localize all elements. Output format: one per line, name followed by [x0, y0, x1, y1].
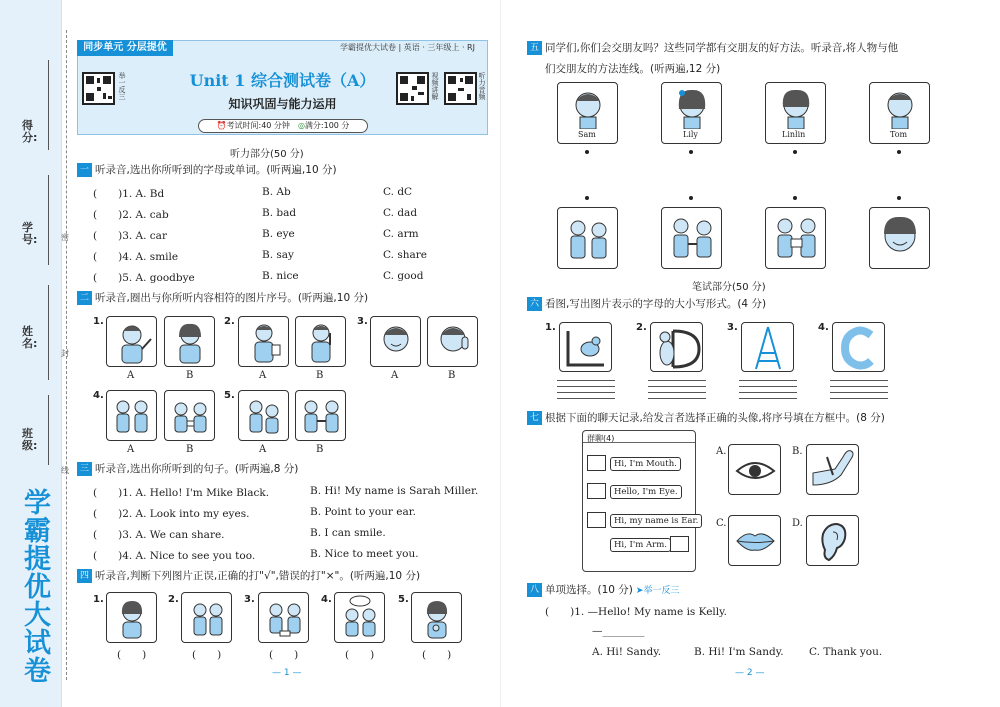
question-number: 4. — [93, 390, 104, 401]
answer-paren[interactable]: ( ) — [117, 649, 147, 661]
q1-5-option-c: C. good — [383, 270, 424, 282]
picture-pointing-ear[interactable] — [181, 592, 232, 643]
avatar-answer-box[interactable] — [587, 455, 606, 471]
q1-1-option-b: B. Ab — [262, 186, 291, 198]
option-b-label: B — [448, 370, 456, 381]
answer-paren[interactable]: ( ) — [345, 649, 375, 661]
q3-1-option-b: B. Hi! My name is Sarah Miller. — [310, 485, 479, 497]
option-b-label: B — [316, 370, 324, 381]
section-number: 八 — [527, 583, 542, 597]
q8-1-question[interactable]: ( )1. —Hello! My name is Kelly. — [545, 606, 728, 618]
qr-code-audio[interactable] — [444, 72, 477, 105]
class-line — [48, 395, 49, 465]
option-label: B. — [792, 446, 803, 457]
section-7-instruction: 根据下面的聊天记录,给发言者选择正确的头像,将序号填在方框中。(8 分) — [545, 412, 885, 424]
q8-1-blank[interactable]: —________ — [592, 625, 645, 637]
writing-line[interactable] — [830, 398, 888, 399]
chat-title: 群聊(4) — [583, 431, 695, 443]
exam-time-score: ⏰考试时间:40 分钟 ◎满分:100 分 — [198, 119, 368, 133]
page-number-1: — 1 — — [272, 668, 302, 678]
picture-boy-pointing-ear[interactable] — [295, 316, 346, 367]
section-5-instruction: 同学们,你们会交朋友吗？这些同学都有交朋友的好方法。听录音,将人物与他 — [545, 42, 899, 54]
option-a-label: A — [127, 444, 135, 455]
question-number: 2. — [224, 316, 235, 327]
writing-line[interactable] — [648, 392, 706, 393]
match-dot[interactable] — [585, 196, 589, 200]
q3-1-question[interactable]: ( )1. A. Hello! I'm Mike Black. — [93, 487, 270, 499]
seal-mark: 线 — [61, 466, 69, 475]
question-number: 3. — [244, 594, 255, 605]
section-number: 五 — [527, 41, 542, 55]
qr-label: 视频讲解 — [431, 72, 439, 100]
picture-letter-c[interactable] — [832, 322, 885, 372]
writing-line[interactable] — [739, 380, 797, 381]
writing-line[interactable] — [557, 398, 615, 399]
picture-method-smiling[interactable] — [869, 207, 930, 269]
picture-girl-smiling[interactable] — [106, 592, 157, 643]
exam-subtitle: 知识巩固与能力运用 — [228, 97, 337, 111]
question-number: 5. — [224, 390, 235, 401]
avatar-answer-box[interactable] — [587, 512, 606, 528]
q3-2-question[interactable]: ( )2. A. Look into my eyes. — [93, 508, 250, 520]
section-5-instruction-2: 们交朋友的方法连线。(听两遍,12 分) — [545, 63, 721, 75]
option-a-label: A — [127, 370, 135, 381]
question-number: 4. — [321, 594, 332, 605]
question-number: 4. — [818, 322, 829, 333]
writing-line[interactable] — [557, 392, 615, 393]
student-number-line — [48, 175, 49, 265]
q1-3-option-b: B. eye — [262, 228, 295, 240]
student-number-label: 学号: — [22, 221, 38, 246]
listening-title: 听力部分(50 分) — [230, 149, 304, 160]
answer-paren[interactable]: ( ) — [192, 649, 222, 661]
chat-message: Hi, I'm Mouth. — [610, 457, 681, 471]
picture-two-kids-greeting[interactable] — [106, 390, 157, 441]
writing-line[interactable] — [830, 380, 888, 381]
match-dot[interactable] — [897, 150, 901, 154]
name-label: Tom — [890, 130, 908, 139]
section-7-heading — [527, 411, 885, 425]
picture-method-sharing[interactable] — [765, 207, 826, 269]
q3-3-option-b: B. I can smile. — [310, 527, 386, 539]
qr-code-practice[interactable] — [82, 72, 115, 105]
page-fold — [500, 0, 501, 707]
q1-5-option-b: B. nice — [262, 270, 299, 282]
option-b-label: B — [186, 444, 194, 455]
option-label: C. — [716, 518, 727, 529]
section-2-instruction: 听录音,圈出与你所听内容相符的图片序号。(听两遍,10 分) — [95, 292, 369, 304]
picture-two-kids-sharing[interactable] — [164, 390, 215, 441]
section-number: 四 — [77, 569, 92, 583]
question-number: 2. — [168, 594, 179, 605]
seal-mark: 密 — [61, 233, 69, 242]
unit-tag: 同步单元 分层提优 — [77, 40, 173, 56]
picture-arm[interactable] — [806, 444, 859, 495]
picture-letter-dinosaur-d[interactable] — [650, 322, 703, 372]
section-5-heading — [527, 41, 898, 55]
question-number: 3. — [357, 316, 368, 327]
picture-girl-hand-on-chest[interactable] — [411, 592, 462, 643]
section-3-instruction: 听录音,选出你所听到的句子。(听两遍,8 分) — [95, 463, 299, 475]
series-label: 学霸提优大试卷 | 英语 · 三年级上 · RJ — [340, 43, 475, 52]
question-number: 1. — [93, 594, 104, 605]
section-4-heading — [77, 569, 420, 583]
option-b-label: B — [186, 370, 194, 381]
writing-line[interactable] — [830, 386, 888, 387]
writing-line[interactable] — [739, 398, 797, 399]
writing-line[interactable] — [557, 386, 615, 387]
q1-4-question[interactable]: ( )4. A. smile — [93, 251, 179, 263]
section-number: 一 — [77, 163, 92, 177]
name-label: Lily — [683, 130, 698, 139]
q8-1-option-a: A. Hi! Sandy. — [592, 646, 662, 658]
picture-girl-waving[interactable] — [164, 316, 215, 367]
name-label: Sam — [578, 130, 596, 139]
q3-4-question[interactable]: ( )4. A. Nice to see you too. — [93, 550, 256, 562]
option-a-label: A — [391, 370, 399, 381]
picture-letter-tower-a[interactable] — [741, 322, 794, 372]
option-a-label: A — [259, 370, 267, 381]
option-label: D. — [792, 518, 803, 529]
q8-1-option-b: B. Hi! I'm Sandy. — [694, 646, 784, 658]
option-b-label: B — [316, 444, 324, 455]
section-4-instruction: 听录音,判断下列图片正误,正确的打"√",错误的打"×"。(听两遍,10 分) — [95, 570, 421, 582]
picture-boy-touching-face[interactable] — [427, 316, 478, 367]
match-dot[interactable] — [689, 150, 693, 154]
option-a-label: A — [259, 444, 267, 455]
section-8-heading — [527, 583, 679, 598]
q3-2-option-b: B. Point to your ear. — [310, 506, 416, 518]
q1-4-option-b: B. say — [262, 249, 294, 261]
picture-boy-waving[interactable] — [106, 316, 157, 367]
exam-time: 考试时间:40 分钟 — [226, 121, 290, 130]
q1-2-option-b: B. bad — [262, 207, 297, 219]
writing-line[interactable] — [648, 398, 706, 399]
picture-kids-talking[interactable] — [334, 592, 385, 643]
q1-3-question[interactable]: ( )3. A. car — [93, 230, 167, 242]
q1-4-option-c: C. share — [383, 249, 427, 261]
written-title: 笔试部分(50 分) — [692, 282, 766, 293]
picture-method-greeting[interactable] — [557, 207, 618, 269]
exam-score: 满分:100 分 — [304, 121, 350, 130]
q3-3-question[interactable]: ( )3. A. We can share. — [93, 529, 225, 541]
writing-line[interactable] — [739, 392, 797, 393]
picture-eye[interactable] — [728, 444, 781, 495]
q1-3-option-c: C. arm — [383, 228, 419, 240]
match-dot[interactable] — [689, 196, 693, 200]
section-number: 三 — [77, 462, 92, 476]
section-6-heading — [527, 297, 766, 311]
question-number: 2. — [636, 322, 647, 333]
picture-method-handshake[interactable] — [661, 207, 722, 269]
q1-5-question[interactable]: ( )5. A. goodbye — [93, 272, 195, 284]
q1-2-question[interactable]: ( )2. A. cab — [93, 209, 169, 221]
qr-code-video[interactable] — [396, 72, 429, 105]
match-dot[interactable] — [793, 150, 797, 154]
section-number: 七 — [527, 411, 542, 425]
score-line — [48, 60, 49, 150]
avatar-answer-box[interactable] — [587, 483, 606, 499]
section-8-instruction: 单项选择。(10 分) — [545, 584, 633, 596]
writing-line[interactable] — [830, 392, 888, 393]
chat-message: Hello, I'm Eye. — [610, 485, 682, 499]
writing-line[interactable] — [648, 380, 706, 381]
picture-kids-handshake[interactable] — [295, 390, 346, 441]
section-number: 二 — [77, 291, 92, 305]
q3-4-option-b: B. Nice to meet you. — [310, 548, 419, 560]
picture-ear[interactable] — [806, 515, 859, 566]
name-field-label: 姓名: — [22, 325, 38, 350]
picture-boy-smiling[interactable] — [370, 316, 421, 367]
class-field-label: 班级: — [22, 427, 38, 452]
writing-line[interactable] — [739, 386, 797, 387]
writing-line[interactable] — [557, 380, 615, 381]
score-field-label: 得分: — [22, 119, 38, 144]
practice-tag[interactable]: ➤举一反三 — [635, 586, 680, 596]
name-line — [48, 285, 49, 380]
avatar-answer-box[interactable] — [670, 536, 689, 552]
question-number: 1. — [93, 316, 104, 327]
question-number: 1. — [545, 322, 556, 333]
q1-1-question[interactable]: ( )1. A. Bd — [93, 188, 165, 200]
section-number: 六 — [527, 297, 542, 311]
picture-boy-with-bag[interactable] — [238, 316, 289, 367]
picture-mouth[interactable] — [728, 515, 781, 566]
page-number-2: — 2 — — [735, 668, 765, 678]
chat-message: Hi, my name is Ear. — [610, 514, 702, 528]
name-label: Linlin — [782, 130, 806, 139]
section-6-instruction: 看图,写出图片表示的字母的大小写形式。(4 分) — [545, 298, 767, 310]
match-dot[interactable] — [897, 196, 901, 200]
picture-letter-bird-l[interactable] — [559, 322, 612, 372]
exam-title: Unit 1 综合测试卷（A） — [189, 71, 376, 90]
writing-line[interactable] — [648, 386, 706, 387]
qr-label: 举一反三 — [118, 72, 126, 100]
answer-paren[interactable]: ( ) — [269, 649, 299, 661]
option-label: A. — [716, 446, 727, 457]
section-3-heading — [77, 462, 298, 476]
qr-label: 听力音频 — [478, 72, 486, 100]
q8-1-option-c: C. Thank you. — [809, 646, 883, 658]
q1-2-option-c: C. dad — [383, 207, 418, 219]
match-dot[interactable] — [585, 150, 589, 154]
picture-kids-sharing-toys[interactable] — [258, 592, 309, 643]
question-number: 5. — [398, 594, 409, 605]
match-dot[interactable] — [793, 196, 797, 200]
q1-1-option-c: C. dC — [383, 186, 413, 198]
picture-kids-playing[interactable] — [238, 390, 289, 441]
answer-paren[interactable]: ( ) — [422, 649, 452, 661]
section-1-heading — [77, 163, 337, 177]
chat-message: Hi, I'm Arm. — [610, 538, 671, 552]
section-1-instruction: 听录音,选出你所听到的字母或单词。(听两遍,10 分) — [95, 164, 337, 176]
section-2-heading — [77, 291, 368, 305]
seal-mark: 封 — [61, 349, 69, 358]
question-number: 3. — [727, 322, 738, 333]
brand-logo: 学霸提优大试卷 — [19, 488, 50, 684]
